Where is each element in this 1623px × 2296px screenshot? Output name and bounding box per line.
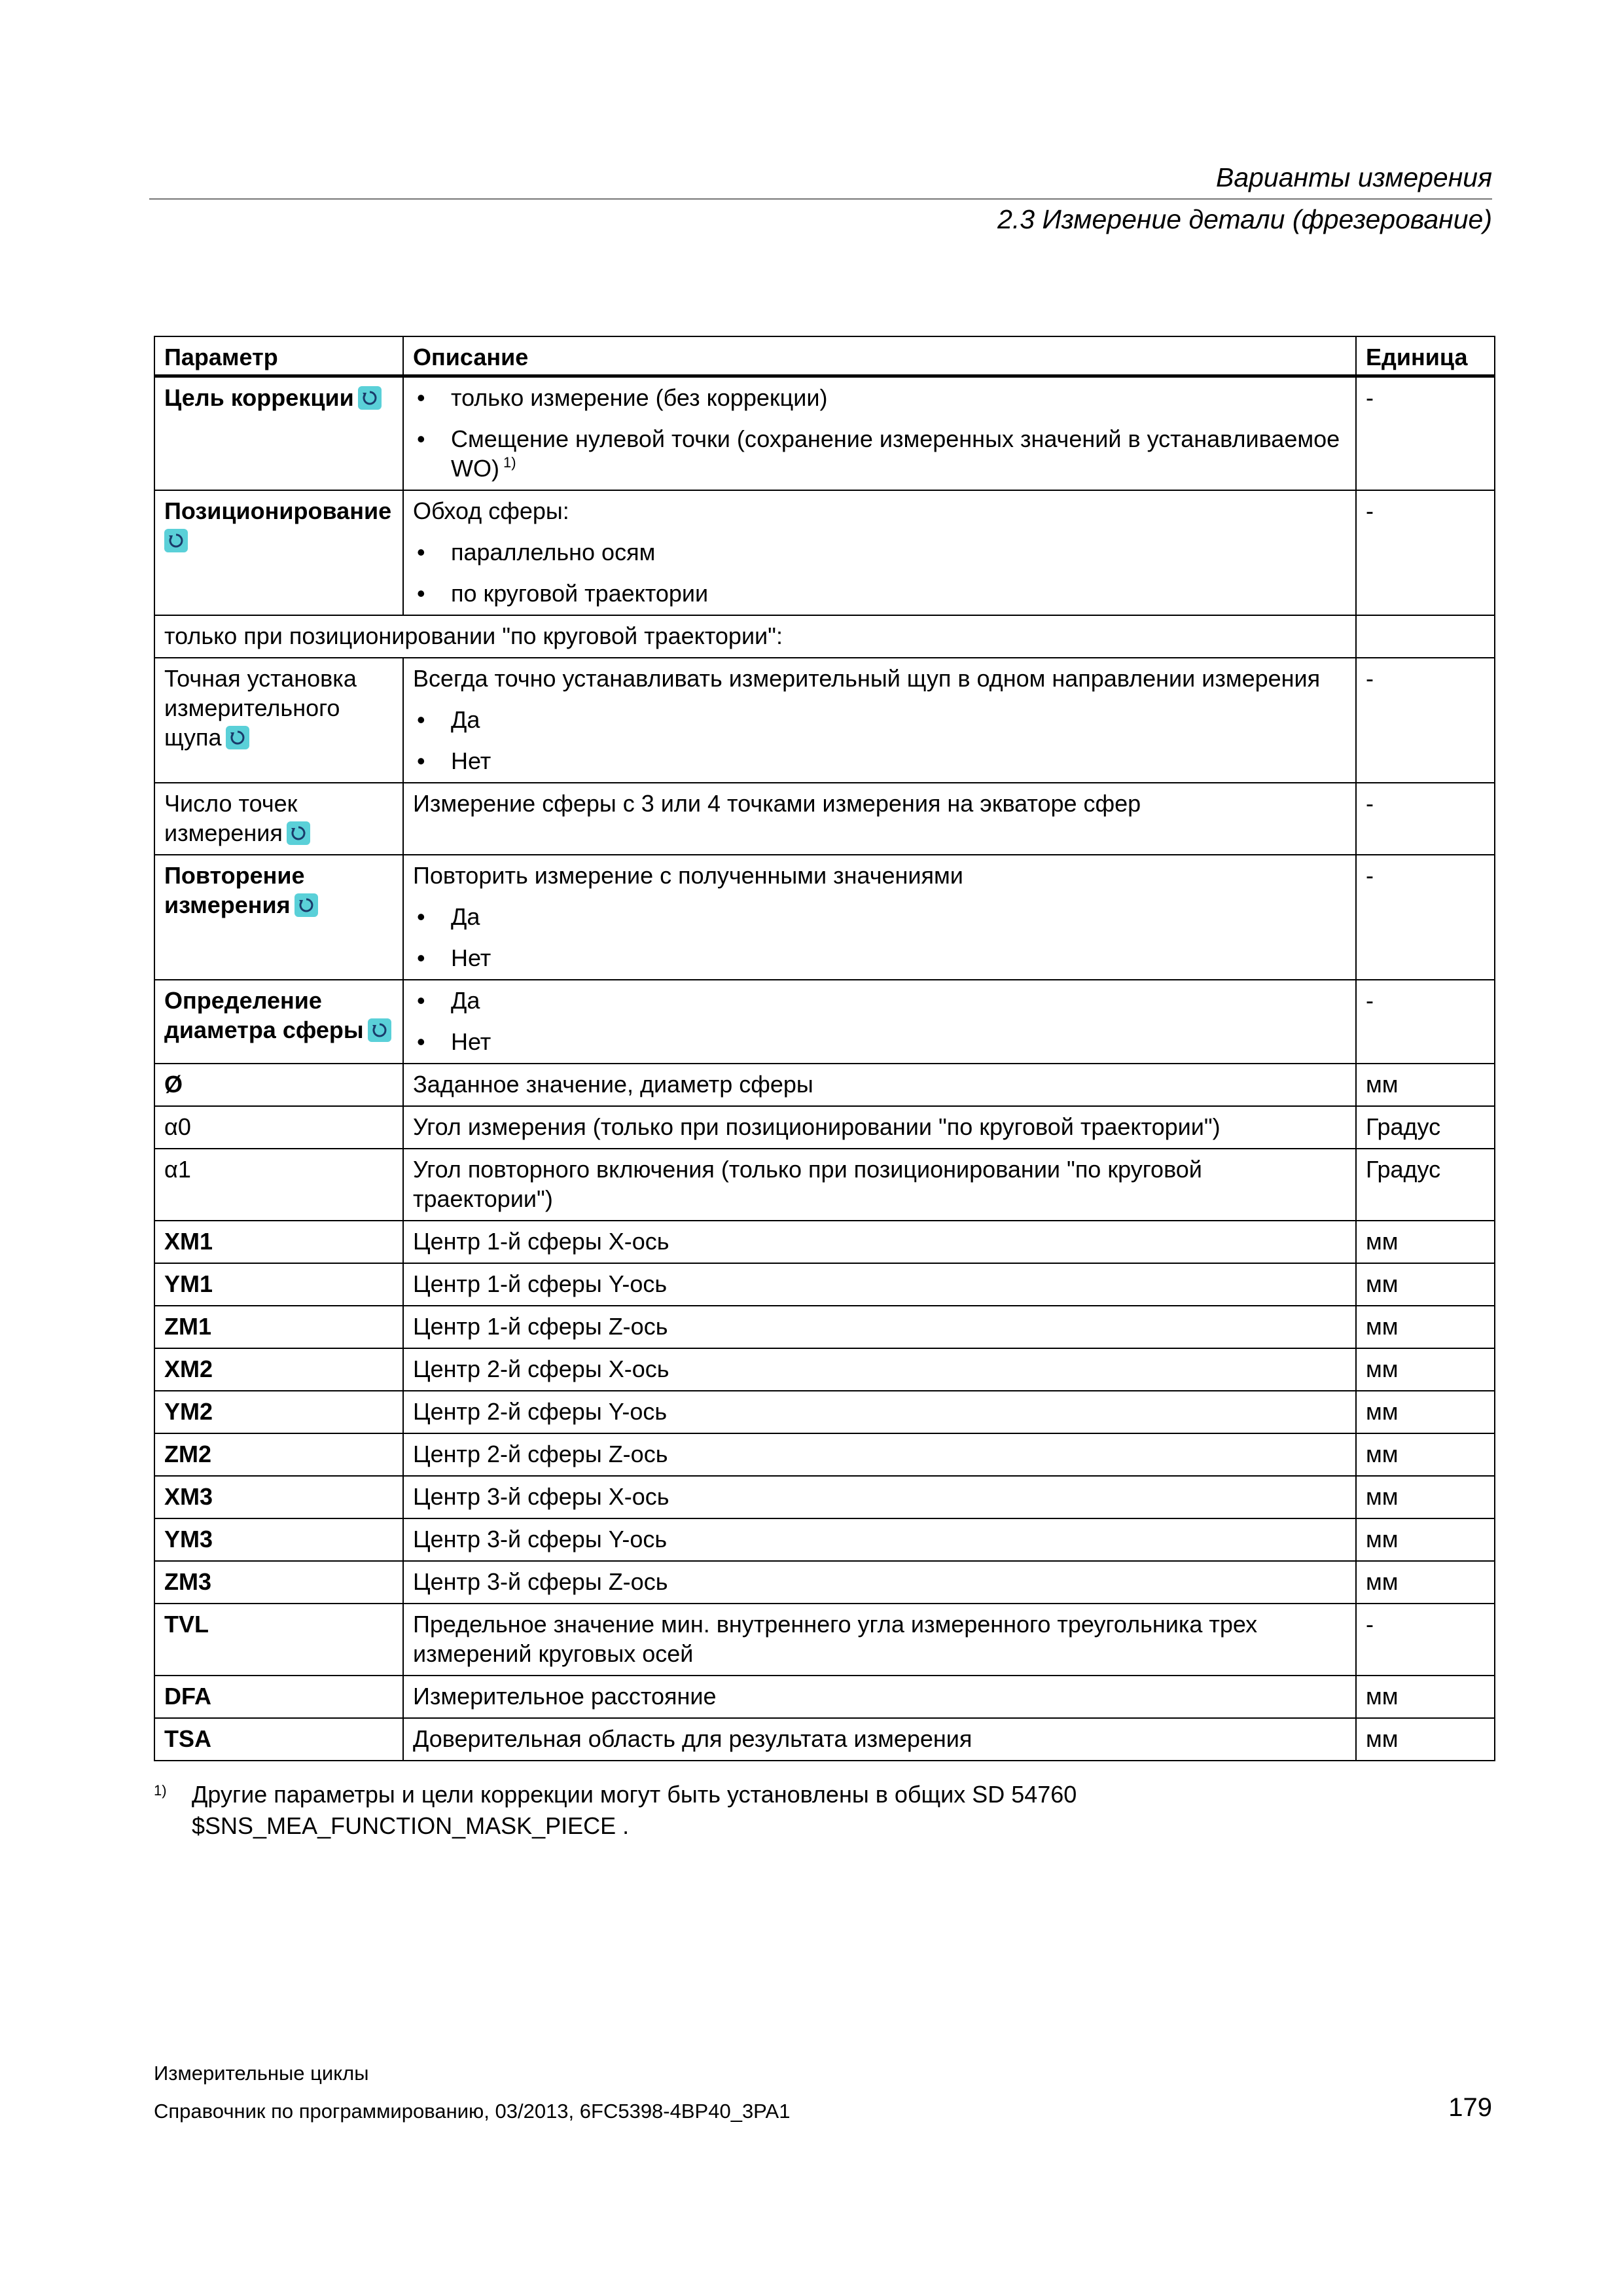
table-row — [154, 1518, 1495, 1561]
list-item: • Нет — [416, 1028, 491, 1055]
footnote-line-2: $SNS_MEA_FUNCTION_MASK_PIECE . — [192, 1812, 630, 1839]
unit-cell: мм — [1356, 1263, 1495, 1306]
footer-title: Измерительные циклы — [154, 2062, 369, 2085]
parameter-table — [154, 336, 1495, 1761]
param-cell — [154, 855, 403, 980]
refresh-toggle-icon[interactable] — [358, 386, 382, 410]
param-cell — [154, 376, 403, 491]
param-cell: ZM2 — [154, 1433, 403, 1476]
table-row — [154, 1221, 1495, 1263]
desc-cell: Обход сферы: • параллельно осям • по круговой траектории — [403, 490, 1356, 615]
footnote-ref: 1) — [503, 454, 516, 471]
list-item: • параллельно осям — [416, 539, 656, 565]
unit-cell: мм — [1356, 1306, 1495, 1348]
param-cell — [154, 980, 403, 1064]
footer-manual: Справочник по программированию, 03/2013, 6FC5398-4BP40_3PA1 — [154, 2100, 791, 2123]
table-row — [154, 1476, 1495, 1518]
param-cell: ZM1 — [154, 1306, 403, 1348]
unit-cell: мм — [1356, 1391, 1495, 1433]
param-cell: XM1 — [154, 1221, 403, 1263]
table-row — [154, 658, 1495, 783]
list-item: • Да — [416, 903, 480, 930]
table-row — [154, 1391, 1495, 1433]
table-row — [154, 1561, 1495, 1604]
unit-cell: - — [1356, 855, 1495, 980]
param-cell: ZM3 — [154, 1561, 403, 1604]
header-unit: Единица — [1356, 336, 1495, 376]
param-cell — [154, 490, 403, 615]
desc-cell: Центр 2-й сферы Z-ось — [403, 1433, 1356, 1476]
desc-cell: Центр 3-й сферы X-ось — [403, 1476, 1356, 1518]
unit-cell: мм — [1356, 1561, 1495, 1604]
desc-cell — [403, 980, 1356, 1064]
table-row — [154, 855, 1495, 980]
unit-cell — [1356, 615, 1495, 658]
refresh-toggle-icon[interactable] — [287, 821, 310, 845]
param-cell — [154, 658, 403, 783]
param-cell: TSA — [154, 1718, 403, 1761]
table-row — [154, 615, 1495, 658]
unit-cell: Градус — [1356, 1106, 1495, 1149]
unit-cell: мм — [1356, 1433, 1495, 1476]
table-row — [154, 1433, 1495, 1476]
desc-cell: Доверительная область для результата измерения — [403, 1718, 1356, 1761]
param-cell: α0 — [154, 1106, 403, 1149]
refresh-toggle-icon[interactable] — [164, 529, 188, 552]
section-note: только при позиционировании "по круговой траектории": — [154, 615, 1356, 658]
header-desc: Описание — [403, 336, 1356, 376]
desc-cell: Заданное значение, диаметр сферы — [403, 1064, 1356, 1106]
desc-cell: Угол повторного включения (только при позиционировании "по круговой траектории") — [403, 1149, 1356, 1221]
table-row — [154, 1263, 1495, 1306]
desc-cell: Всегда точно устанавливать измерительный щуп в одном направлении измерения • Да • Нет — [403, 658, 1356, 783]
unit-cell: мм — [1356, 1064, 1495, 1106]
unit-cell: мм — [1356, 1518, 1495, 1561]
desc-cell: Измерительное расстояние — [403, 1676, 1356, 1718]
unit-cell: - — [1356, 658, 1495, 783]
desc-cell: Центр 3-й сферы Y-ось — [403, 1518, 1356, 1561]
param-cell: XM3 — [154, 1476, 403, 1518]
list-item: • Нет — [416, 944, 491, 971]
param-label: Определение диаметра сферы — [164, 987, 364, 1043]
desc-cell: Центр 1-й сферы Z-ось — [403, 1306, 1356, 1348]
list-item: • Смещение нулевой точки (сохранение измеренных значений в устанавливаемое WO) $^{1)}$ — [416, 425, 1340, 482]
table-row — [154, 1064, 1495, 1106]
footnote-mark: 1) — [154, 1782, 167, 1799]
table-row — [154, 1306, 1495, 1348]
list-item: • Нет — [416, 747, 491, 774]
section-title: 2.3 Измерение детали (фрезерование) — [997, 204, 1492, 234]
chapter-title: Варианты измерения — [1215, 162, 1492, 192]
param-cell: TVL — [154, 1604, 403, 1676]
list-item: • Да — [416, 987, 480, 1014]
table-row — [154, 1348, 1495, 1391]
table-row — [154, 1106, 1495, 1149]
refresh-toggle-icon[interactable] — [368, 1018, 391, 1042]
unit-cell: - — [1356, 376, 1495, 491]
param-cell — [154, 783, 403, 855]
desc-cell: Угол измерения (только при позиционировании "по круговой траектории") — [403, 1106, 1356, 1149]
refresh-toggle-icon[interactable] — [294, 893, 318, 917]
param-label: Повторение измерения — [164, 862, 305, 918]
param-label: Позиционирование — [164, 497, 392, 524]
param-cell: YM2 — [154, 1391, 403, 1433]
unit-cell: мм — [1356, 1348, 1495, 1391]
table-row — [154, 783, 1495, 855]
list-item: • только измерение (без коррекции) — [416, 384, 828, 411]
table-row — [154, 1604, 1495, 1676]
desc-cell: Центр 3-й сферы Z-ось — [403, 1561, 1356, 1604]
param-label: Точная установка измерительного щупа — [164, 665, 357, 751]
unit-cell: - — [1356, 980, 1495, 1064]
desc-cell — [403, 376, 1356, 491]
param-cell: Ø — [154, 1064, 403, 1106]
unit-cell: - — [1356, 1604, 1495, 1676]
table-row — [154, 1149, 1495, 1221]
desc-cell: Центр 2-й сферы Y-ось — [403, 1391, 1356, 1433]
desc-cell: Центр 1-й сферы X-ось — [403, 1221, 1356, 1263]
footnote-line-1: Другие параметры и цели коррекции могут быть установлены в общих SD 54760 — [192, 1781, 1077, 1808]
desc-cell: Повторить измерение с полученными значениями • Да • Нет — [403, 855, 1356, 980]
table-row — [154, 376, 1495, 491]
param-label: Цель коррекции — [164, 384, 354, 411]
param-label: Число точек измерения — [164, 790, 298, 846]
table-row — [154, 980, 1495, 1064]
unit-cell: Градус — [1356, 1149, 1495, 1221]
param-cell: α1 — [154, 1149, 403, 1221]
param-cell: XM2 — [154, 1348, 403, 1391]
unit-cell: - — [1356, 783, 1495, 855]
list-item: • Да — [416, 706, 480, 733]
unit-cell: - — [1356, 490, 1495, 615]
header-divider — [149, 198, 1492, 200]
unit-cell: мм — [1356, 1476, 1495, 1518]
param-cell: DFA — [154, 1676, 403, 1718]
table-row — [154, 490, 1495, 615]
desc-cell: Центр 2-й сферы X-ось — [403, 1348, 1356, 1391]
desc-cell: Центр 1-й сферы Y-ось — [403, 1263, 1356, 1306]
unit-cell: мм — [1356, 1676, 1495, 1718]
header-param: Параметр — [154, 336, 403, 376]
unit-cell: мм — [1356, 1718, 1495, 1761]
footnote — [154, 1779, 1463, 1842]
refresh-toggle-icon[interactable] — [226, 726, 249, 749]
list-item: • по круговой траектории — [416, 580, 709, 607]
param-cell: YM1 — [154, 1263, 403, 1306]
page-number: 179 — [1448, 2093, 1492, 2122]
desc-cell: Измерение сферы с 3 или 4 точками измерения на экваторе сфер — [403, 783, 1356, 855]
table-row — [154, 1676, 1495, 1718]
desc-cell: Предельное значение мин. внутреннего угла измеренного треугольника трех измерений круговых осей — [403, 1604, 1356, 1676]
unit-cell: мм — [1356, 1221, 1495, 1263]
param-cell: YM3 — [154, 1518, 403, 1561]
table-row — [154, 1718, 1495, 1761]
table-header-row — [154, 336, 1495, 376]
